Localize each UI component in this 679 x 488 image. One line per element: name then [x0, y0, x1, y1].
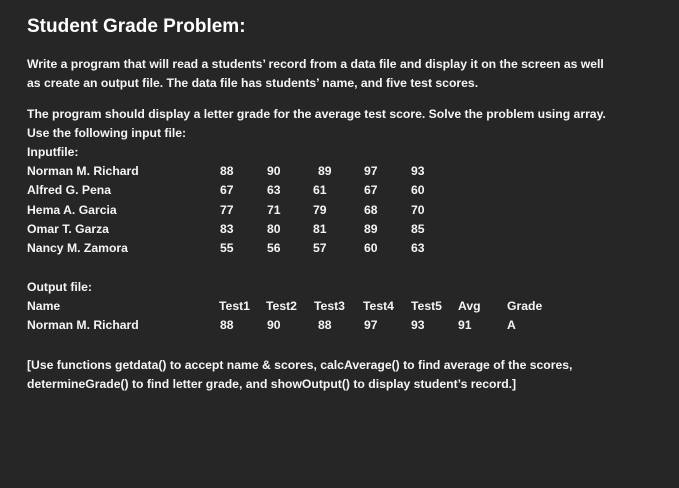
score-5: 70: [411, 203, 425, 217]
output-test2: 90: [267, 318, 281, 332]
header-grade: Grade: [507, 299, 543, 313]
student-name: Hema A. Garcia: [27, 203, 117, 217]
score-2: 56: [267, 241, 281, 255]
score-5: 85: [411, 222, 425, 236]
score-5: 93: [411, 164, 425, 178]
output-grade: A: [507, 318, 516, 332]
score-3: 57: [313, 241, 327, 255]
header-avg: Avg: [458, 299, 481, 313]
input-file-label: Inputfile:: [27, 145, 79, 159]
score-2: 90: [267, 164, 281, 178]
header-name: Name: [27, 299, 61, 313]
student-name: Alfred G. Pena: [27, 183, 111, 197]
student-name: Nancy M. Zamora: [27, 241, 128, 255]
header-test3: Test3: [314, 299, 345, 313]
header-test4: Test4: [363, 299, 394, 313]
output-test3: 88: [318, 318, 332, 332]
note-line-2: determineGrade() to find letter grade, and showOutput() to display student’s record.]: [27, 377, 517, 391]
intro-line-2: as create an output file. The data file has students’ name, and five test scores.: [27, 76, 479, 90]
score-2: 63: [267, 183, 281, 197]
header-test2: Test2: [266, 299, 297, 313]
score-4: 67: [364, 183, 378, 197]
output-avg: 91: [458, 318, 472, 332]
note-line-1: [Use functions getdata() to accept name & scores, calcAverage() to find average of the scores,: [27, 358, 573, 372]
page-title: Student Grade Problem:: [27, 16, 246, 37]
header-test1: Test1: [219, 299, 250, 313]
score-1: 67: [220, 183, 234, 197]
score-2: 71: [267, 203, 281, 217]
instructions-line-1: The program should display a letter grade for the average test score. Solve the problem using array.: [27, 107, 606, 121]
output-test5: 93: [411, 318, 425, 332]
score-4: 97: [364, 164, 378, 178]
output-name: Norman M. Richard: [27, 318, 139, 332]
score-5: 63: [411, 241, 425, 255]
score-1: 55: [220, 241, 234, 255]
instructions-line-2: Use the following input file:: [27, 126, 187, 140]
output-test1: 88: [220, 318, 234, 332]
student-name: Omar T. Garza: [27, 222, 109, 236]
output-test4: 97: [364, 318, 378, 332]
output-file-label: Output file:: [27, 280, 92, 294]
score-3: 89: [318, 164, 332, 178]
score-2: 80: [267, 222, 281, 236]
student-name: Norman M. Richard: [27, 164, 139, 178]
score-5: 60: [411, 183, 425, 197]
intro-line-1: Write a program that will read a students’ record from a data file and display it on the screen as well: [27, 57, 604, 71]
score-4: 89: [364, 222, 378, 236]
score-1: 83: [220, 222, 234, 236]
score-1: 77: [220, 203, 234, 217]
score-4: 60: [364, 241, 378, 255]
score-4: 68: [364, 203, 378, 217]
score-3: 79: [313, 203, 327, 217]
score-3: 81: [313, 222, 327, 236]
score-3: 61: [313, 183, 327, 197]
score-1: 88: [220, 164, 234, 178]
header-test5: Test5: [411, 299, 442, 313]
